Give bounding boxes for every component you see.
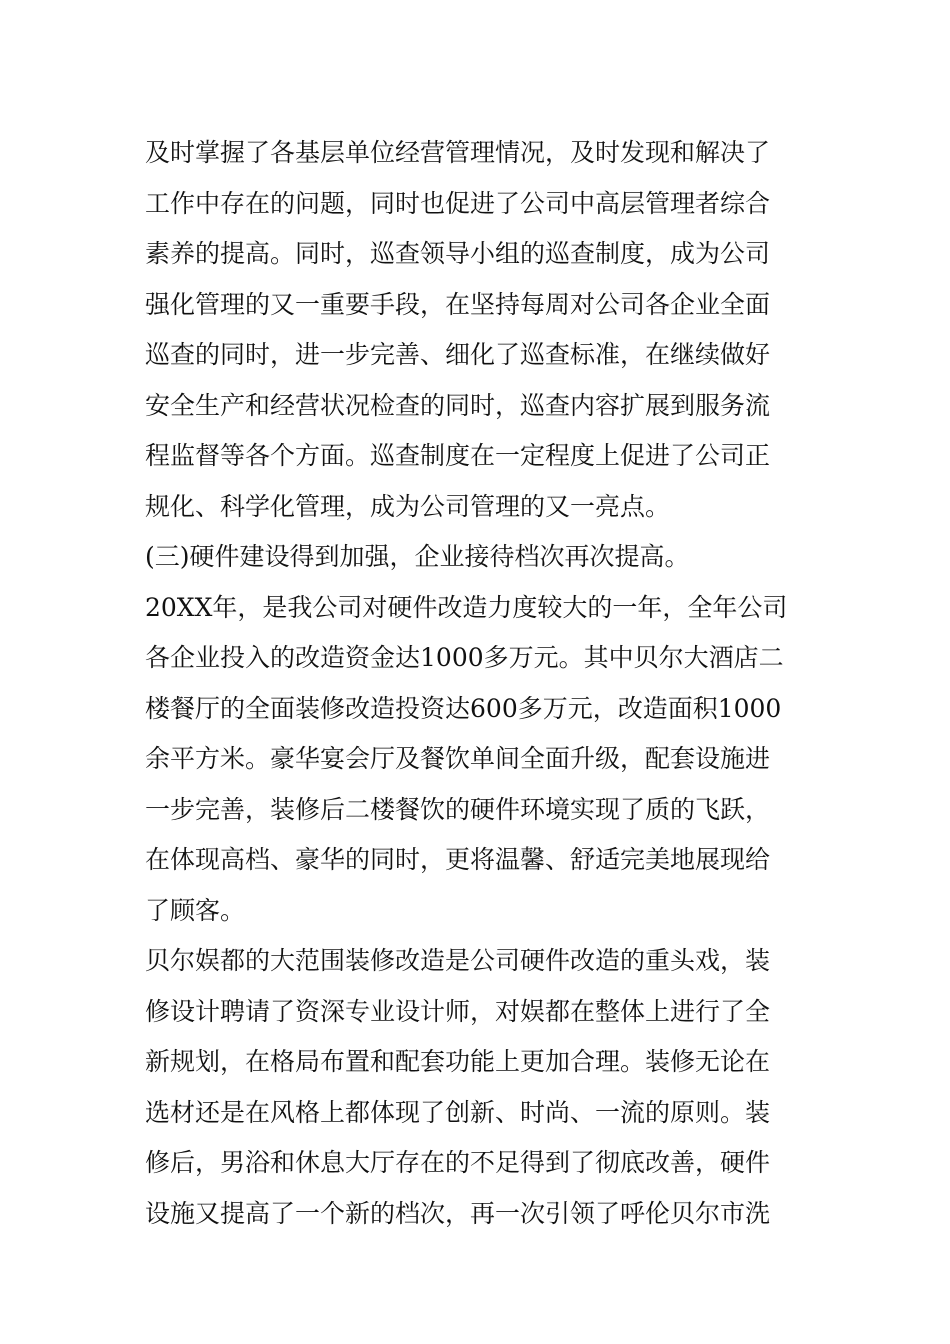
text-line-10: 20XX年，是我公司对硬件改造力度较大的一年，全年公司 [145, 592, 788, 622]
text-line-20: 选材还是在风格上都体现了创新、时尚、一流的原则。装 [145, 1097, 771, 1127]
text-line-8: 规化、科学化管理，成为公司管理的又一亮点。 [145, 491, 671, 521]
text-line-12: 楼餐厅的全面装修改造投资达600多万元，改造面积1000 [145, 693, 782, 723]
text-line-5: 巡查的同时，进一步完善、细化了巡查标准，在继续做好 [145, 340, 771, 369]
text-line-13: 余平方米。豪华宴会厅及餐饮单间全面升级，配套设施进 [145, 744, 771, 773]
text-line-4: 强化管理的又一重要手段，在坚持每周对公司各企业全面 [145, 289, 771, 319]
text-line-1: 及时掌握了各基层单位经营管理情况，及时发现和解决了 [145, 138, 771, 167]
section-heading: (三)硬件建设得到加强，企业接待档次再次提高。 [145, 542, 690, 571]
text-line-3: 素养的提高。同时，巡查领导小组的巡查制度，成为公司 [145, 239, 771, 268]
text-line-15: 在体现高档、豪华的同时，更将温馨、舒适完美地展现给 [145, 845, 771, 874]
text-line-19: 新规划，在格局布置和配套功能上更加合理。装修无论在 [145, 1047, 771, 1076]
text-line-22: 设施又提高了一个新的档次，再一次引领了呼伦贝尔市洗 [145, 1198, 771, 1228]
text-line-11: 各企业投入的改造资金达1000多万元。其中贝尔大酒店二 [145, 643, 784, 672]
text-line-7: 程监督等各个方面。巡查制度在一定程度上促进了公司正 [145, 441, 771, 470]
text-line-6: 安全生产和经营状况检查的同时，巡查内容扩展到服务流 [145, 390, 771, 420]
text-line-14: 一步完善，装修后二楼餐饮的硬件环境实现了质的飞跃， [145, 794, 771, 824]
text-line-17: 贝尔娱都的大范围装修改造是公司硬件改造的重头戏，装 [145, 946, 771, 975]
document-body [145, 128, 825, 1239]
text-line-2: 工作中存在的问题，同时也促进了公司中高层管理者综合 [145, 188, 771, 218]
text-line-16: 了顾客。 [145, 895, 246, 925]
text-line-18: 修设计聘请了资深专业设计师，对娱都在整体上进行了全 [145, 996, 771, 1026]
text-line-21: 修后，男浴和休息大厅存在的不足得到了彻底改善，硬件 [145, 1148, 771, 1177]
